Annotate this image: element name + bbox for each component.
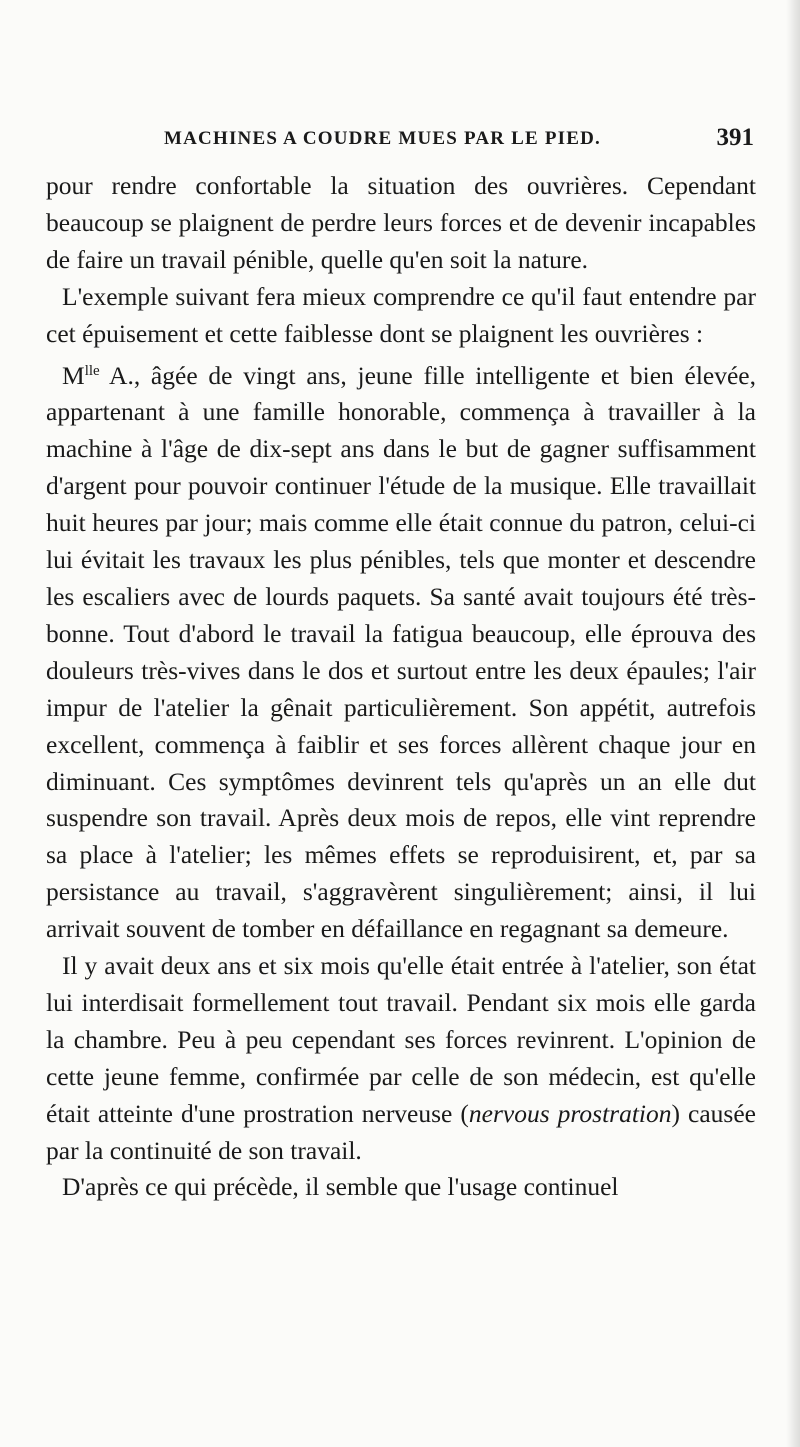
paragraph-3-superscript: lle xyxy=(84,362,100,379)
running-title: MACHINES A COUDRE MUES PAR LE PIED. xyxy=(164,128,601,149)
body-text xyxy=(46,168,756,1206)
paragraph-3-text: A., âgée de vingt ans, jeune fille intelligente et bien élevée, appartenant à une famille honorable, commença à travailler à la machine à l'âge de dix-sept ans dans le but de gagner suffisamment d'argent pour pouvoir continuer l'étude de la musique. Elle travaillait huit heures par jour; mais comme elle était connue du patron, celui-ci lui évitait les travaux les plus pénibles, tels que monter et descendre les escaliers avec de lourds paquets. Sa santé avait toujours été très-bonne. Tout d'abord le travail la fatigua beaucoup, elle éprouva des douleurs très-vives dans le dos et surtout entre les deux épaules; l'air impur de l'atelier la gênait particulièrement. Son appétit, autrefois excellent, commença à faiblir et ses forces allèrent chaque jour en diminuant. Ces symptômes devinrent tels qu'après un an elle dut suspendre son travail. Après deux mois de repos, elle vint reprendre sa place à l'atelier; les mêmes effets se reproduisirent, et, par sa persistance au travail, s'aggravèrent singulièrement; ainsi, il lui arrivait souvent de tomber en défaillance en regagnant sa demeure. xyxy=(46,360,756,944)
page-number: 391 xyxy=(716,124,754,151)
page-header xyxy=(46,124,760,160)
paragraph-1 xyxy=(46,168,756,279)
page-edge-shadow xyxy=(786,0,800,1447)
paragraph-4 xyxy=(46,948,756,1169)
paragraph-4-text-a: Il y avait deux ans et six mois qu'elle était entrée à l'atelier, son état lui interdisait formellement tout travail. Pendant six mois elle garda la chambre. Peu à peu cependant ses forces revinrent. L'opinion de cette jeune femme, confirmée par celle de son médecin, est qu'elle était atteinte d'une prostration nerveuse ( xyxy=(46,951,756,1128)
paragraph-4-text-b: ) causée par la continuité de son travail. xyxy=(46,1098,756,1165)
paragraph-3-prefix: M xyxy=(62,360,85,390)
paragraph-5 xyxy=(46,1169,756,1206)
paragraph-4-italic: nervous prostration xyxy=(468,1098,672,1128)
paragraph-2-text: L'exemple suivant fera mieux comprendre ce qu'il faut entendre par cet épuisement et cette faiblesse dont se plaignent les ouvrières : xyxy=(46,281,756,348)
paragraph-1-text: pour rendre confortable la situation des ouvrières. Cependant beaucoup se plaignent de perdre leurs forces et de devenir incapables de faire un travail pénible, quelle qu'en soit la nature. xyxy=(46,171,756,274)
paragraph-3 xyxy=(46,353,756,949)
paragraph-2 xyxy=(46,279,756,353)
paragraph-5-text: D'après ce qui précède, il semble que l'usage continuel xyxy=(62,1172,619,1202)
